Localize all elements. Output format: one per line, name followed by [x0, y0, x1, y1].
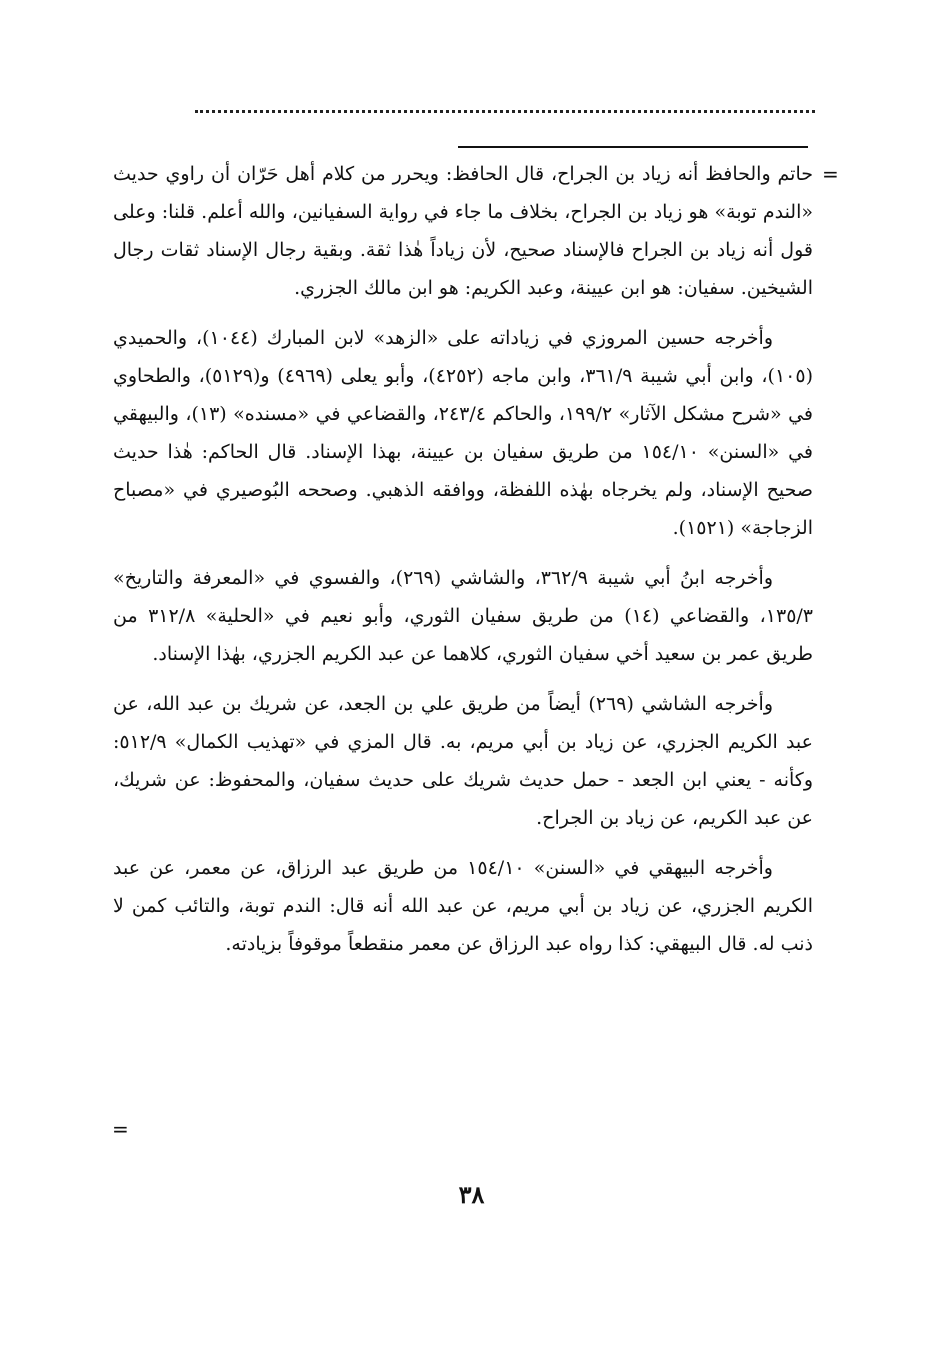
continuation-mark-top: = [822, 162, 839, 186]
paragraph-3: وأخرجه ابنُ أبي شيبة ٣٦٢/٩، والشاشي (٢٦٩)، والفسوي في «المعرفة والتاريخ» ١٣٥/٣، والقضاعي (١٤) من طريق سفيان الثوري، وأبو نعيم في «الحلية» ٣١٢/٨ من طريق عمر بن سعيد أخي سفيان الثوري، كلاهما عن عبد الكريم الجزري، بهٰذا الإسناد. [113, 567, 814, 665]
footnote-rule [458, 146, 808, 148]
continuation-mark-bottom: = [112, 1117, 129, 1141]
paragraph-1: حاتم والحافظ أنه زياد بن الجراح، قال الحافظ: ويحرر من كلام أهل حَرّان أن راوي حديث «الندم توبة» هو زياد بن الجراح، بخلاف ما جاء في رواية السفيانين، والله أعلم. قلنا: وعلى قول أنه زياد بن الجراح فالإسناد صحيح، لأن زياداً هٰذا ثقة. وبقية رجال الإسناد ثقات رجال الشيخين. سفيان: هو ابن عيينة، وعبد الكريم: هو ابن مالك الجزري. [113, 163, 813, 299]
footnote-text [113, 155, 813, 975]
paragraph-2: وأخرجه حسين المروزي في زياداته على «الزهد» لابن المبارك (١٠٤٤)، والحميدي (١٠٥)، وابن أبي شيبة ٣٦١/٩، وابن ماجه (٤٢٥٢)، وأبو يعلى (٤٩٦٩) و(٥١٢٩)، والطحاوي في «شرح مشكل الآثار» ١٩٩/٢، والحاكم ٢٤٣/٤، والقضاعي في «مسنده» (١٣)، والبيهقي في «السنن» ١٥٤/١٠ من طريق سفيان بن عيينة، بهذا الإسناد. قال الحاكم: هٰذا حديث صحيح الإسناد، ولم يخرجاه بهٰذه اللفظة، ووافقه الذهبي. وصححه البُوصيري في «مصباح الزجاجة» (١٥٢١). [113, 327, 814, 539]
paragraph-5: وأخرجه البيهقي في «السنن» ١٥٤/١٠ من طريق عبد الرزاق، عن معمر، عن عبد الكريم الجزري، عن زياد بن أبي مريم، عن عبد الله أنه قال: الندم توبة، والتائب كمن لا ذنب له. قال البيهقي: كذا رواه عبد الرزاق عن معمر منقطعاً موقوفاً بزيادته. [113, 857, 813, 955]
paragraph-4: وأخرجه الشاشي (٢٦٩) أيضاً من طريق علي بن الجعد، عن شريك بن عبد الله، عن عبد الكريم الجزري، عن زياد بن أبي مريم، به. قال المزي في «تهذيب الكمال» ٥١٢/٩: وكأنه - يعني ابن الجعد - حمل حديث شريك على حديث سفيان، والمحفوظ: عن شريك، عن عبد الكريم، عن زياد بن الجراح. [113, 693, 813, 829]
page-number: ٣٨ [458, 1180, 485, 1209]
dotted-separator [195, 110, 815, 124]
